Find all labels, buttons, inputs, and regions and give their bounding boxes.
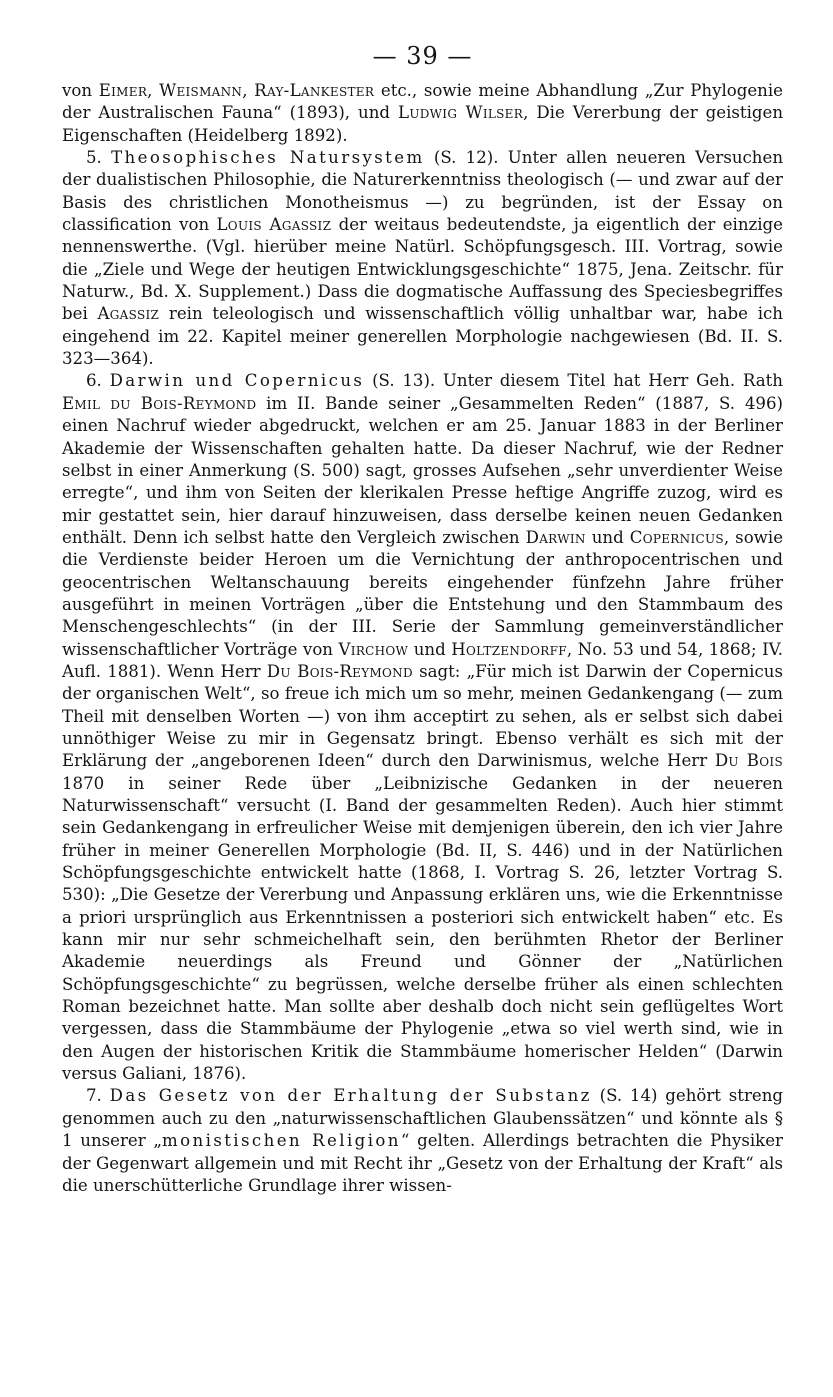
text-run: , Die Vererbung der geistigen Eigenschaften (Heidelberg 1892).	[62, 103, 784, 145]
author-name: Louis Agassiz	[216, 215, 332, 235]
author-name: Copernicus	[629, 527, 724, 547]
note-6-darwin-und-copernicus	[62, 370, 783, 1085]
text-run: und	[408, 639, 452, 659]
text-run: etc., sowie meine Abhandlung „Zur Phylogenie der Australischen Fauna“ (1893), und	[62, 81, 784, 123]
text-run: 1870 in seiner Rede über „Leibnizische Gedanken in der neueren Naturwissenschaft“ versucht (I. Band der gesammelten Reden). Auch hier stimmt sein Gedankengang in erfreulicher Weise mit demjenigen überein, den ich vier Jahre früher in meiner Generellen Morphologie (Bd. II, S. 446) und in der Natürlichen Schöpfungsgeschichte entwickelt hatte (1868, I. Vortrag S. 26, letzter Vortrag S. 530): „Die Gesetze der Vererbung und Anpassung erklären uns, wie die Erkenntnisse a priori ursprünglich aus Erkenntnissen a posteriori sich entwickelt haben“ etc. Es kann mir nur sehr schmeichelhaft sein, den berühmten Rhetor der Berliner Akademie neuerdings als Freund und Gönner der „Natürlichen Schöpfungsgeschichte“ zu begrüssen, welche derselbe früher als einen schlechten Roman bezeichnet hatte. Man sollte aber deshalb doch nicht sein geflügeltes Wort vergessen, dass die Stammbäume der Phylogenie „etwa so viel werth sind, wie in den Augen der historischen Kritik die Stammbäume homerischer Helden“ (Darwin versus Galiani, 1876).	[62, 773, 783, 1084]
spaced-heading: Theosophisches Natursystem	[111, 148, 425, 168]
text-run: 7.	[86, 1086, 110, 1106]
author-name: Eimer	[98, 81, 148, 100]
text-run: “ gelten. Allerdings betrachten die Physiker der Gegenwart allgemein und mit Recht ihr „Gesetz von der Erhaltung der Kraft“ als die unerschütterliche Grundlage ihrer wissen-	[62, 1131, 783, 1195]
author-name: Ray-Lankester	[254, 81, 375, 100]
spaced-heading: Das Gesetz von der Erhaltung der Substanz	[109, 1086, 592, 1106]
author-name: Holtzendorff	[451, 639, 567, 659]
spaced-heading: monistischen Religion	[162, 1131, 401, 1151]
author-name: Emil du Bois-Reymond	[62, 393, 257, 413]
author-name: Virchow	[338, 639, 409, 659]
text-run: (S. 14) gehört streng genommen auch zu den „naturwissenschaftlichen Glaubenssätzen“ und könnte als § 1 unserer „	[62, 1086, 784, 1151]
text-run: (S. 13). Unter diesem Titel hat Herr Geh. Rath	[364, 371, 783, 391]
text-run: rein teleologisch und wissenschaftlich völlig unhaltbar war, habe ich eingehend im 22. Kapitel meiner generellen Morphologie nachgewiesen (Bd. II. S. 323—364).	[62, 304, 783, 369]
text-run: sagt: „Für mich ist Darwin der Copernicus der organischen Welt“, so freue ich mich um so mehr, meinen Gedankengang (— zum Theil mit denselben Worten —) von ihm acceptirt zu sehen, als er selbst sich dabei unnöthiger Weise zu mir in Gegensatz bringt. Ebenso verhält es sich mit der Erklärung der „angeborenen Ideen“ durch den Darwinismus, welche Herr	[62, 661, 783, 771]
author-name: Du Bois-Reymond	[266, 661, 413, 681]
text-run: im II. Bande seiner „Gesammelten Reden“ (1887, S. 496) einen Nachruf wieder abgedruckt, welchen er am 25. Januar 1883 in der Berliner Akademie der Wissenschaften gehalten hatte. Da dieser Nachruf, wie der Redner selbst in einer Anmerkung (S. 500) sagt, grosses Aufsehen „sehr unverdienter Weise erregte“, und ihm von Seiten der klerikalen Presse heftige Angriffe zuzog, wird es mir gestattet sein, hier darauf hinzuweisen, dass derselbe keinen neuen Gedanken enthält. Denn ich selbst hatte den Vergleich zwischen	[62, 393, 783, 547]
paragraph-continuation	[62, 80, 783, 147]
note-7-gesetz-erhaltung-substanz	[62, 1085, 783, 1197]
text-run: ,	[147, 81, 160, 100]
text-run: ,	[242, 81, 255, 100]
author-name: Ludwig Wilser	[398, 103, 524, 123]
note-5-theosophisches-natursystem	[62, 147, 783, 370]
page-number: — 39 —	[372, 42, 473, 70]
text-run: 5.	[86, 148, 112, 168]
author-name: Agassiz	[97, 304, 160, 324]
author-name: Weismann	[159, 81, 243, 100]
text-run: 6.	[86, 371, 110, 391]
text-run: und	[585, 527, 630, 547]
text-run: , No. 53 und 54, 1868; IV. Aufl. 1881). Wenn Herr	[62, 639, 783, 681]
text-run: , sowie die Verdienste beider Heroen um die Vernichtung der anthropocentrischen und geocentrischen Weltanschauung bereits eingehender fünfzehn Jahre früher ausgeführt in meinen Vorträgen „über die Entstehung und den Stammbaum des Menschengeschlechts“ (in der III. Serie der Sammlung gemeinverständlicher wissenschaftlicher Vorträge von	[62, 527, 784, 659]
spaced-heading: Darwin und Copernicus	[109, 371, 365, 391]
text-run: der weitaus bedeutendste, ja eigentlich der einzige nennenswerthe. (Vgl. hierüber meine Natürl. Schöpfungsgesch. III. Vortrag, sowie die „Ziele und Wege der heutigen Entwicklungsgeschichte“ 1875, Jena. Zeitschr. für Naturw., Bd. X. Supplement.) Dass die dogmatische Auffassung des Speciesbegriffes bei	[62, 215, 784, 324]
author-name: Du Bois	[714, 751, 783, 771]
author-name: Darwin	[525, 527, 586, 547]
text-run: (S. 12). Unter allen neueren Versuchen der dualistischen Philosophie, die Naturerkenntniss theologisch (— und zwar auf der Basis des christlichen Monotheismus —) zu begründen, ist der Essay on classification von	[62, 148, 784, 235]
body-text	[62, 80, 783, 1197]
text-run: von	[62, 81, 99, 100]
